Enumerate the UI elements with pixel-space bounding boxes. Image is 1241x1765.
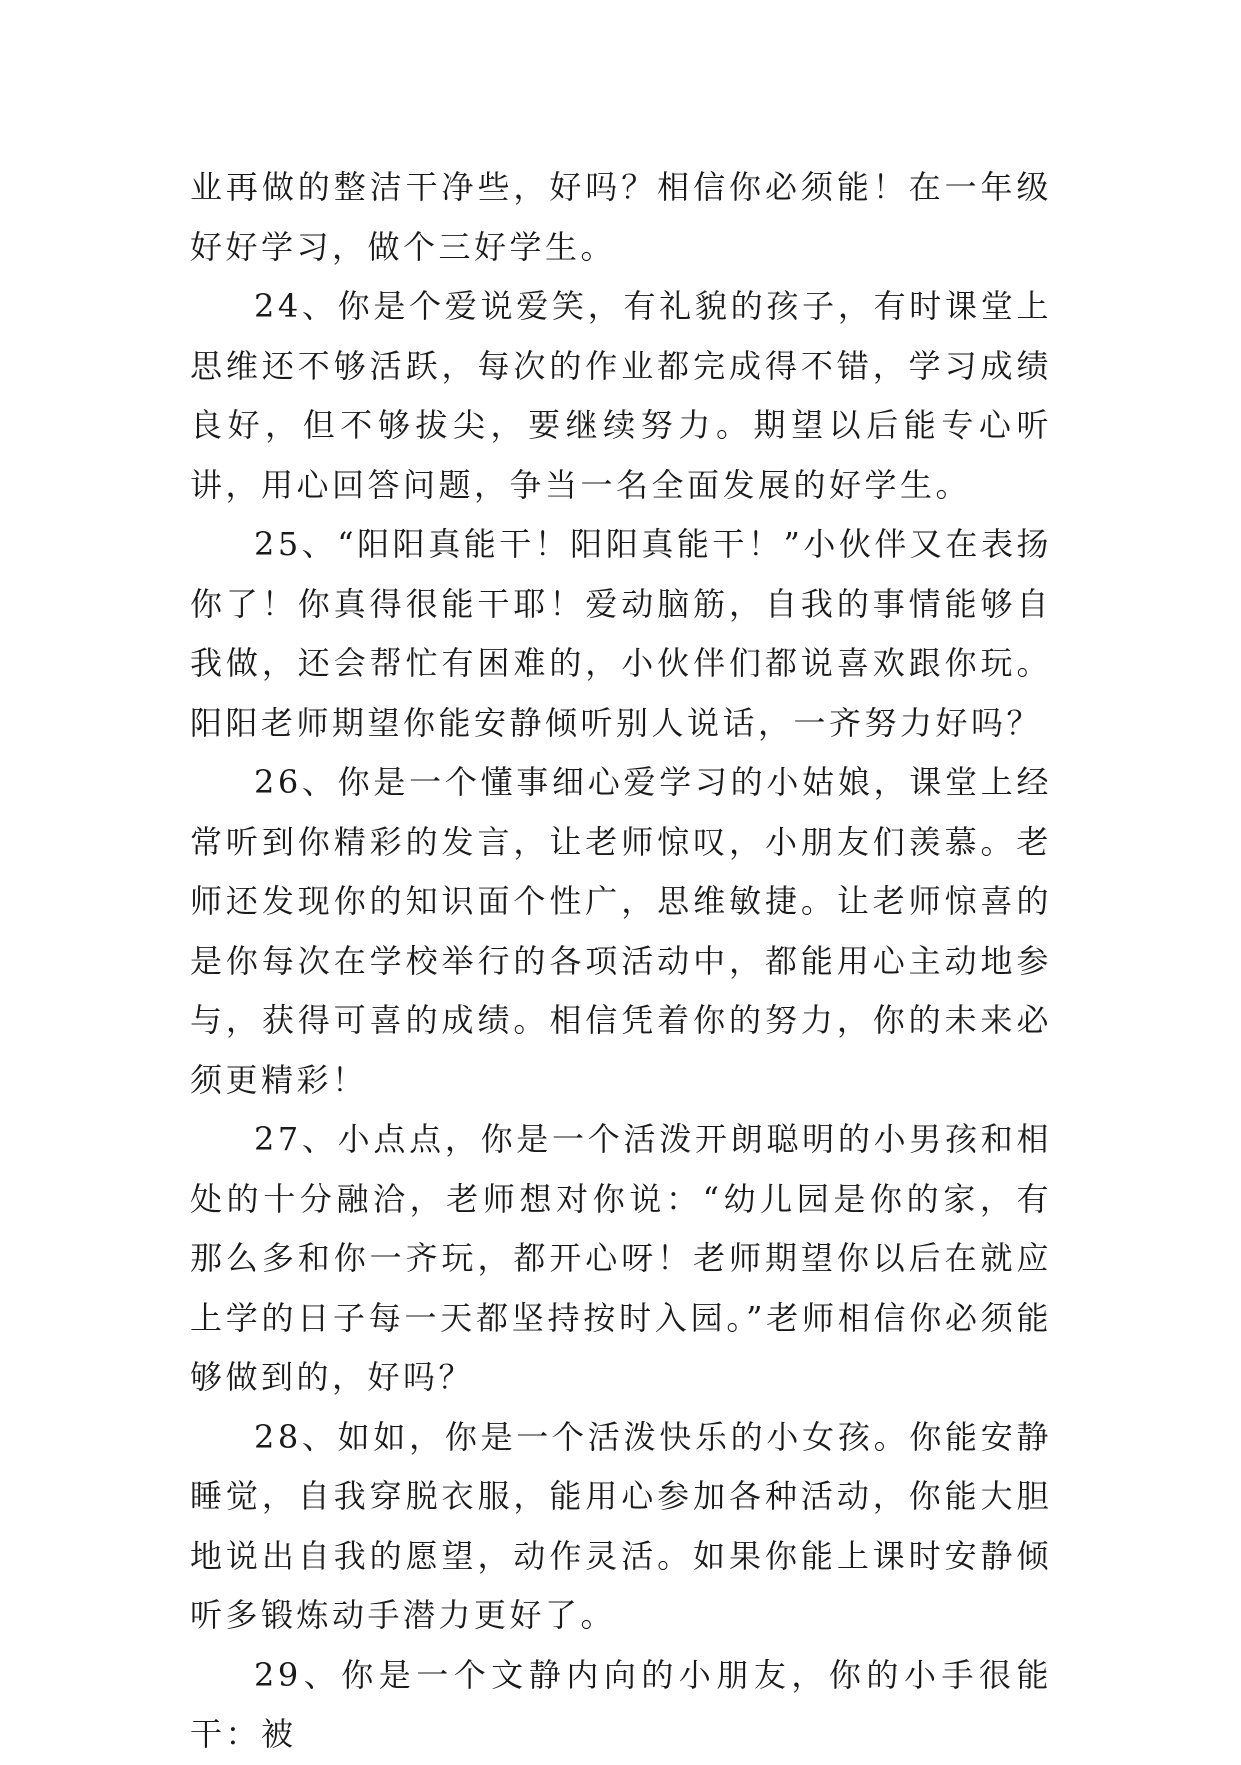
paragraph-27: 27、小点点，你是一个活泼开朗聪明的小男孩和相处的十分融洽，老师想对你说：“幼儿园是你的家，有那么多和你一齐玩，都开心呀！老师期望你以后在就应上学的日子每一天都坚持按时入园。”老师相信你必须能够做到的，好吗？ [190, 1120, 1052, 1396]
paragraph-25: 25、“阳阳真能干！阳阳真能干！”小伙伴又在表扬你了！你真得很能干耶！爱动脑筋，自我的事情能够自我做，还会帮忙有困难的，小伙伴们都说喜欢跟你玩。阳阳老师期望你能安静倾听别人说话，一齐努力好吗？ [190, 525, 1052, 742]
paragraph-continued: 业再做的整洁干净些，好吗？相信你必须能！在一年级好好学习，做个三好学生。 [190, 168, 1052, 266]
paragraph-28: 28、如如，你是一个活泼快乐的小女孩。你能安静睡觉，自我穿脱衣服，能用心参加各种活动，你能大胆地说出自我的愿望，动作灵活。如果你能上课时安静倾听多锻炼动手潜力更好了。 [190, 1417, 1052, 1634]
paragraph-26: 26、你是一个懂事细心爱学习的小姑娘，课堂上经常听到你精彩的发言，让老师惊叹，小朋友们羡慕。老师还发现你的知识面个性广，思维敏捷。让老师惊喜的是你每次在学校举行的各项活动中，都能用心主动地参与，获得可喜的成绩。相信凭着你的努力，你的未来必须更精彩！ [190, 763, 1052, 1099]
paragraph-24: 24、你是个爱说爱笑，有礼貌的孩子，有时课堂上思维还不够活跃，每次的作业都完成得不错，学习成绩良好，但不够拔尖，要继续努力。期望以后能专心听讲，用心回答问题，争当一名全面发展的好学生。 [190, 287, 1052, 504]
paragraph-29: 29、你是一个文静内向的小朋友，你的小手很能干：被 [190, 1655, 1052, 1753]
document-body [190, 158, 1052, 1765]
